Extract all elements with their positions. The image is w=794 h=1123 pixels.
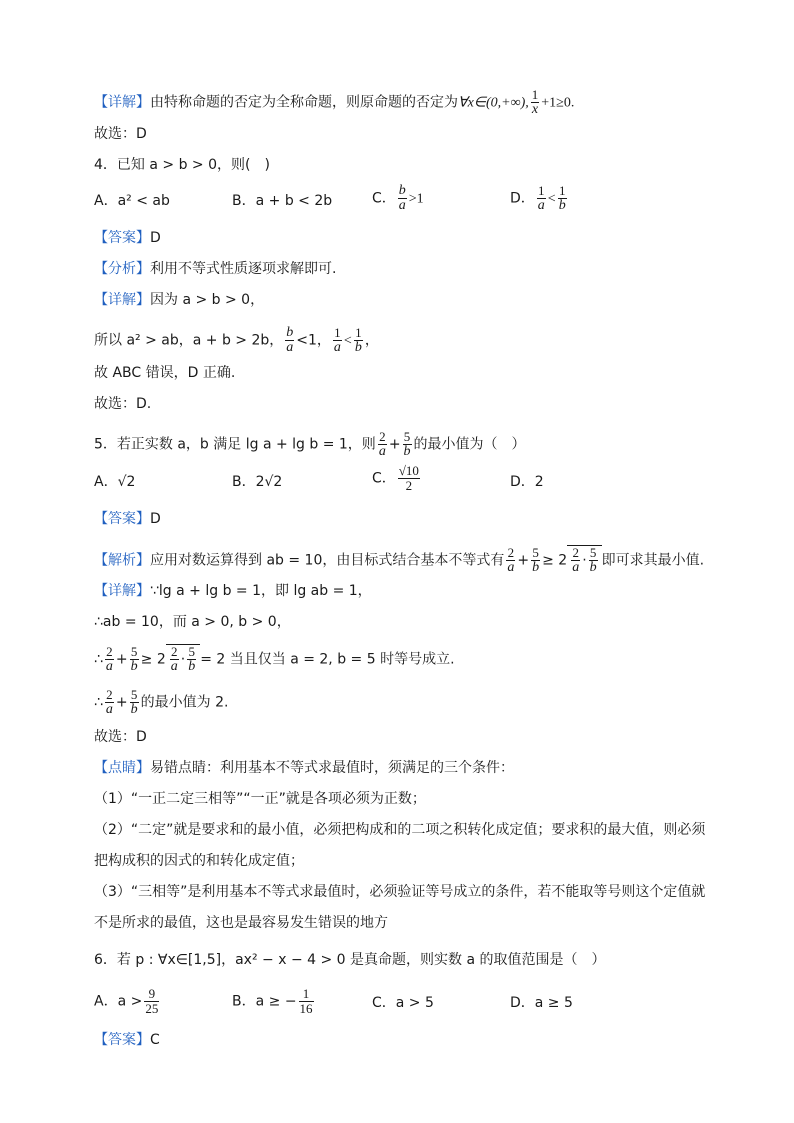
- q5-option-c: C． $\frac{√10}{2}$: [372, 463, 419, 493]
- detail-tag: 【详解】: [94, 94, 150, 111]
- q4-conclusion: 故 ABC 错误，D 正确.: [94, 365, 236, 381]
- math-expression: ∀x∈(0,+∞),: [458, 95, 529, 111]
- q5-step-1: ∴ab = 10，而 a > 0, b > 0，: [94, 614, 291, 630]
- tip-item-2: （2）“二定”就是要求和的最小值，必须把构成和的二项之积转化成定值；要求积的最大值，则必须: [94, 822, 706, 838]
- q4-detail: 【详解】因为 a > b > 0，: [94, 292, 265, 308]
- choose-line: 故选：D: [94, 126, 147, 142]
- q6-option-a: A．a > $\frac{9}{25}$: [94, 986, 159, 1016]
- fraction-1-over-x: $\frac{1}{x}$: [531, 87, 539, 117]
- q5-choose: 故选：D: [94, 729, 147, 745]
- tip-item-2-cont: 把构成积的因式的和转化成定值；: [94, 853, 304, 869]
- tip-item-3-cont: 不是所求的最值，这也是最容易发生错误的地方: [94, 915, 388, 931]
- q5-detail: 【详解】∵lg a + lg b = 1，即 lg ab = 1，: [94, 583, 372, 599]
- question-4: 4．已知 a > b > 0，则( ): [94, 157, 270, 173]
- q4-therefore: 所以 a² > ab，a + b > 2b， $\frac{b}{a}$ <1， $\frac{1}{a}$ < $\frac{1}{b}$ ，: [94, 325, 379, 355]
- q5-option-b: B．2√2: [232, 474, 283, 490]
- q6-answer: 【答案】C: [94, 1032, 160, 1048]
- q4-option-b: B．a + b < 2b: [232, 193, 333, 209]
- question-5: 5．若正实数 a，b 满足 lg a + lg b = 1，则 $\frac{2}{a}$ + $\frac{5}{b}$ 的最小值为（ ）: [94, 429, 526, 459]
- q5-step-3: ∴ $\frac{2}{a}$ + $\frac{5}{b}$ 的最小值为 2.: [94, 687, 229, 717]
- q5-answer: 【答案】D: [94, 511, 161, 527]
- detail-line-1: [94, 88, 574, 117]
- detail-text: 由特称命题的否定为全称命题，则原命题的否定为: [150, 94, 458, 111]
- q6-option-d: D．a ≥ 5: [510, 995, 573, 1011]
- question-6: 6．若 p : ∀x∈[1,5]，ax² − x − 4 > 0 是真命题，则实数 a 的取值范围是（ ）: [94, 952, 606, 968]
- q5-step-2: ∴ $\frac{2}{a}$ + $\frac{5}{b}$ ≥ 2 $\frac{2}{a}$ · $\frac{5}{b}$ = 2 当且仅当 a = 2, b = 5 时等号成立.: [94, 644, 455, 674]
- q4-choose: 故选：D.: [94, 396, 152, 412]
- q5-analysis: 【解析】应用对数运算得到 ab = 10，由目标式结合基本不等式有 $\frac{2}{a}$ + $\frac{5}{b}$ ≥ 2 $\frac{2}{a}$ · $\frac{5}{b}$ 即可求其最小值.: [94, 545, 705, 575]
- q4-analysis: 【分析】利用不等式性质逐项求解即可.: [94, 261, 337, 277]
- q5-option-d: D．2: [510, 474, 544, 490]
- q6-option-c: C．a > 5: [372, 995, 434, 1011]
- q4-option-c: C． $\frac{b}{a}$ >1: [372, 183, 424, 213]
- math-expression: +1≥0.: [541, 95, 575, 111]
- q4-option-d: D． $\frac{1}{a}$ < $\frac{1}{b}$: [510, 183, 566, 213]
- q4-option-a: A．a² < ab: [94, 193, 170, 209]
- tip-item-1: （1）“一正二定三相等”“一正”就是各项必须为正数；: [94, 791, 426, 807]
- q5-option-a: A．√2: [94, 474, 136, 490]
- q6-option-b: B．a ≥ − $\frac{1}{16}$: [232, 986, 313, 1016]
- q4-answer: 【答案】D: [94, 230, 161, 246]
- tip-item-3: （3）“三相等”是利用基本不等式求最值时，必须验证等号成立的条件，若不能取等号则这个定值就: [94, 884, 706, 900]
- tip-heading: 【点睛】易错点睛：利用基本不等式求最值时，须满足的三个条件：: [94, 760, 514, 776]
